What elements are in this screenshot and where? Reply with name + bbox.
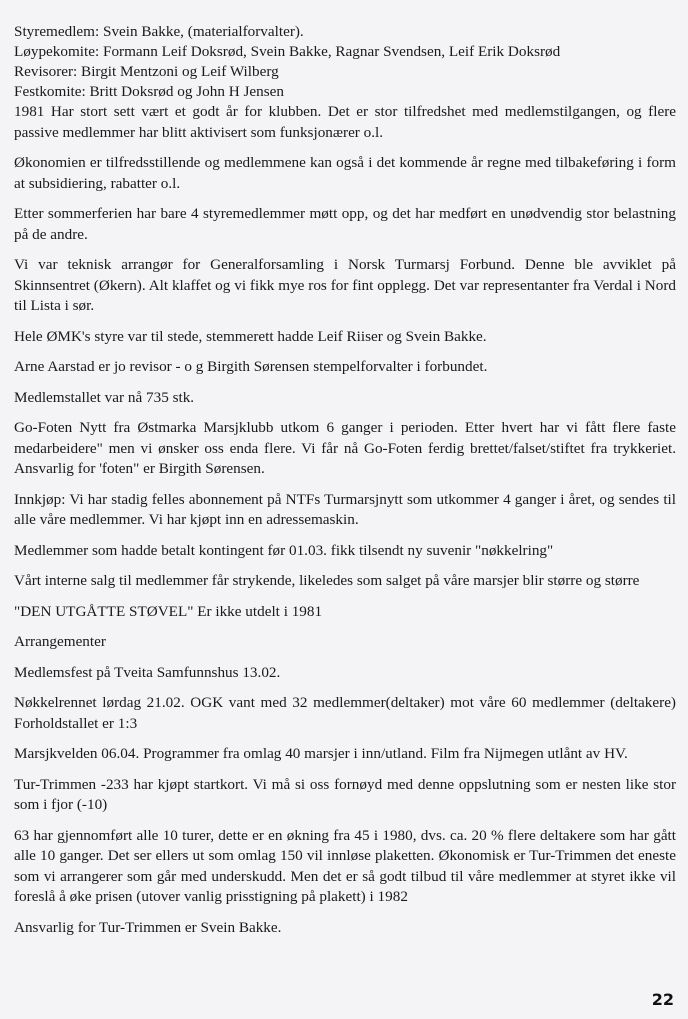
paragraph-boot-award: "DEN UTGÅTTE STØVEL" Er ikke utdelt i 1981	[14, 602, 323, 620]
document-page	[14, 22, 676, 938]
paragraph-board-attendance: Etter sommerferien har bare 4 styremedlemmer møtt opp, og det har medført en unødvendig stor belastning på de andre.	[14, 205, 676, 243]
paragraph-newsletter: Go-Foten Nytt fra Østmarka Marsjklubb utkom 6 ganger i perioden. Etter hvert har vi fått flere faste medarbeidere" men vi ønsker oss enda flere. Vi får nå Go-Foten ferdig brettet/falset/stiftet fra trykkeriet. Ansvarlig for 'foten" er Birgith Sørensen.	[14, 419, 676, 477]
paragraph-tour-completion: 63 har gjennomført alle 10 turer, dette er en økning fra 45 i 1980, dvs. ca. 20 % flere deltakere som har gått alle 10 ganger. Det ser ellers ut som omlag 150 vil innløse plaketten. Økonomisk er Tur-Trimmen det eneste som vi arrangerer som går med underskudd. Men det er så godt tilbud til våre medlemmer at styret ikke vil foreslå å øke prisen (utover vanlig prisstigning på plakett) i 1982	[14, 826, 676, 905]
paragraph-economy: Økonomien er tilfredsstillende og medlemmene kan også i det kommende år regne med tilbakeføring i form at subsidiering, rabatter o.l.	[14, 154, 676, 192]
paragraph-tour-responsible: Ansvarlig for Tur-Trimmen er Svein Bakke.	[14, 918, 282, 936]
paragraph-year-summary: 1981 Har stort sett vært et godt år for klubben. Det er stor tilfredshet med medlemstilgangen, og flere passive medlemmer har blitt aktivisert som funksjonærer o.l.	[14, 103, 676, 141]
paragraph-purchases: Innkjøp: Vi har stadig felles abonnement på NTFs Turmarsjnytt som utkommer 4 ganger i året, og sendes til alle våre medlemmer. Vi har kjøpt inn en adressemaskin.	[14, 490, 676, 528]
party-committee-line: Festkomite: Britt Doksrød og John H Jensen	[14, 83, 284, 100]
paragraph-internal-sales: Vårt interne salg til medlemmer får strykende, likeledes som salget på våre marsjer blir større og større	[14, 572, 640, 589]
page-number: 22	[651, 990, 674, 1009]
paragraph-member-party: Medlemsfest på Tveita Samfunnshus 13.02.	[14, 663, 281, 681]
paragraph-march-evening: Marsjkvelden 06.04. Programmer fra omlag 40 marsjer i inn/utland. Film fra Nijmegen utlånt av HV.	[14, 745, 628, 762]
section-heading-events: Arrangementer	[14, 633, 106, 650]
paragraph-membership-count: Medlemstallet var nå 735 stk.	[14, 388, 195, 406]
board-member-line: Styremedlem: Svein Bakke, (materialforvalter).	[14, 23, 304, 40]
paragraph-board-present: Hele ØMK's styre var til stede, stemmerett hadde Leif Riiser og Svein Bakke.	[14, 327, 487, 345]
paragraph-souvenir: Medlemmer som hadde betalt kontingent før 01.03. fikk tilsendt ny suvenir "nøkkelring"	[14, 541, 554, 559]
paragraph-key-race: Nøkkelrennet lørdag 21.02. OGK vant med 32 medlemmer(deltaker) mot våre 60 medlemmer (deltakere) Forholdstallet er 1:3	[14, 694, 676, 732]
trail-committee-line: Løypekomite: Formann Leif Doksrød, Svein Bakke, Ragnar Svendsen, Leif Erik Doksrød	[14, 43, 561, 60]
paragraph-auditor: Arne Aarstad er jo revisor - o g Birgith Sørensen stempelforvalter i forbundet.	[14, 358, 488, 375]
auditors-line: Revisorer: Birgit Mentzoni og Leif Wilberg	[14, 63, 279, 80]
paragraph-general-assembly: Vi var teknisk arrangør for Generalforsamling i Norsk Turmarsj Forbund. Denne ble avviklet på Skinnsentret (Økern). Alt klaffet og vi fikk mye ros for fint opplegg. Det var representanter fra Verdal i Nord til Lista i sør.	[14, 256, 676, 314]
paragraph-tour-trim: Tur-Trimmen -233 har kjøpt startkort. Vi må si oss fornøyd med denne oppslutning som er nesten like stor som i fjor (-10)	[14, 775, 676, 813]
